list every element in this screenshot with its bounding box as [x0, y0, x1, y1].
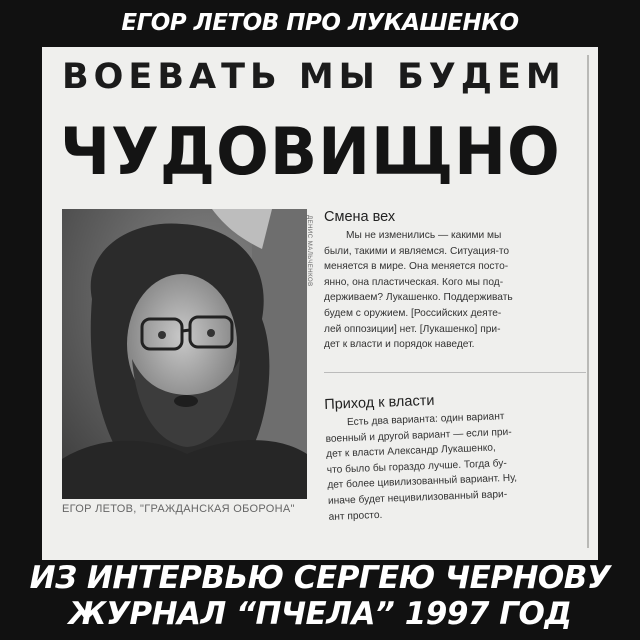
- headline-line-1: ВОЕВАТЬ МЫ БУДЕМ: [62, 57, 566, 97]
- text-line: дет к власти и порядок наведет.: [324, 339, 475, 351]
- text-line: янно, она пластическая. Кого мы под-: [324, 276, 504, 288]
- text-line: дет более цивилизованный вариант. Ну,: [327, 473, 518, 492]
- section-body: [324, 228, 586, 353]
- page-title: ЕГОР ЛЕТОВ ПРО ЛУКАШЕНКО: [121, 10, 519, 36]
- section-divider: [324, 372, 586, 373]
- text-line: ант просто.: [328, 509, 383, 523]
- text-line: лей оппозиции] нет. [Лукашенко] при-: [324, 323, 501, 335]
- section-heading: Приход к власти: [324, 392, 435, 413]
- photo-caption: ЕГОР ЛЕТОВ, "ГРАЖДАНСКАЯ ОБОРОНА": [62, 503, 295, 515]
- text-line: дет к власти Александр Лукашенко,: [326, 442, 497, 461]
- text-line: военный и другой вариант — если при-: [325, 426, 512, 445]
- text-line: иначе будет нецивилизованный вари-: [327, 489, 508, 507]
- photo-credit: ДЕНИС МАЛЬЧЕНКОВ: [306, 215, 312, 287]
- section-prikhod-k-vlasti: [324, 387, 591, 525]
- section-heading: Смена вех: [324, 209, 396, 225]
- source-line-1: ИЗ ИНТЕРВЬЮ СЕРГЕЮ ЧЕРНОВУ: [29, 560, 611, 596]
- text-line: будем с оружием. [Российских деяте-: [324, 307, 502, 319]
- headline-line-2: ЧУДОВИЩНО: [60, 113, 561, 190]
- newspaper-clipping: [42, 47, 598, 560]
- portrait-photo: [62, 209, 307, 499]
- text-line: меняется в мире. Она меняется посто-: [324, 261, 509, 273]
- source-line-2: ЖУРНАЛ “ПЧЕЛА” 1997 ГОД: [68, 596, 572, 632]
- text-line: Есть два варианта: один вариант: [346, 411, 505, 429]
- section-body: [325, 406, 591, 525]
- text-line: что было бы гораздо лучше. Тогда бу-: [326, 457, 507, 476]
- text-line: были, такими и являемся. Ситуация-то: [324, 245, 510, 257]
- section-smena-vekh: [324, 209, 586, 353]
- text-line: держиваем? Лукашенко. Поддерживать: [324, 292, 513, 304]
- text-line: Мы не изменились — какими мы: [346, 230, 502, 241]
